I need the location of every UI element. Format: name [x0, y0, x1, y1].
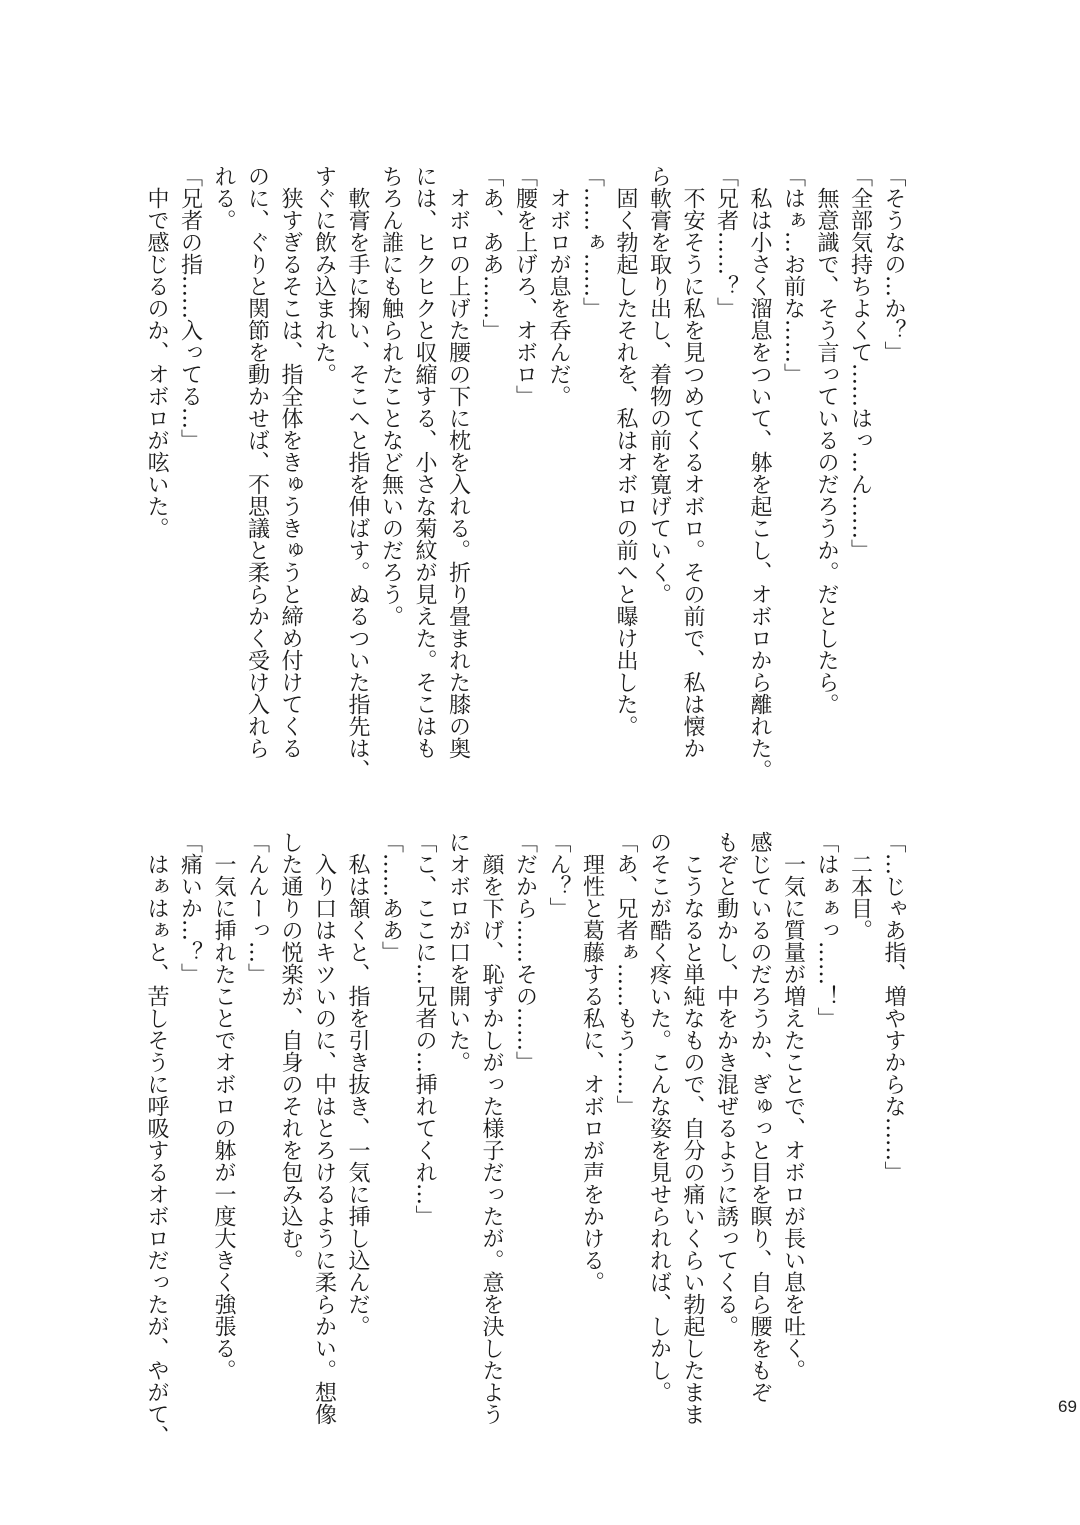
text-line: 「兄者……？」 — [713, 165, 739, 319]
text-line: 一気に挿れたことでオボロの躰が一度大きく強張る。 — [211, 831, 236, 1381]
text-line: オボロの上げた腰の下に枕を入れる。折り畳まれた膝の奥 — [445, 165, 471, 759]
text-line: ら軟膏を取り出し、着物の前を寛げていく。 — [646, 165, 672, 605]
text-line: 「はぁ…お前な……」 — [780, 165, 806, 385]
text-line: はぁはぁと、苦しそうに呼吸するオボロだったが、やがて、 — [144, 831, 169, 1447]
text-line: すぐに飲み込まれた。 — [311, 165, 337, 385]
text-line: 「はぁぁっ……！」 — [814, 831, 839, 1029]
text-line: 無意識で、そう言っているのだろうか。だとしたら。 — [814, 165, 839, 715]
text-line: 「だから……その……」 — [512, 831, 538, 1073]
text-line: 「あ、兄者ぁ……もう……」 — [613, 831, 638, 1117]
text-line: にオボロが口を開いた。 — [445, 831, 471, 1073]
text-line: 「全部気持ちよくて……はっ…ん……」 — [847, 165, 873, 561]
text-line: 「腰を上げろ、オボロ」 — [512, 165, 538, 407]
text-line: 理性と葛藤する私に、オボロが声をかける。 — [579, 831, 605, 1293]
text-line: には、ヒクヒクと収縮する、小さな菊紋が見えた。そこはも — [412, 165, 437, 759]
page-number: 69 — [1058, 1397, 1077, 1416]
text-line: 狭すぎるそこは、指全体をきゅうきゅうと締め付けてくる — [278, 165, 303, 759]
text-line: 「こ、ここに…兄者の…挿れてくれ…」 — [412, 831, 437, 1227]
text-line: のに、ぐりと関節を動かせば、不思議と柔らかく受け入れら — [244, 165, 270, 759]
text-line: のそこが酷く疼いた。こんな姿を見せられれば、しかし。 — [646, 831, 672, 1403]
text-line: 「痛いか…？」 — [177, 831, 203, 985]
text-line: 中で感じるのか、オボロが呟いた。 — [144, 165, 169, 539]
text-block-top — [140, 165, 911, 781]
text-line: もぞと動かし、中をかき混ぜるように誘ってくる。 — [713, 831, 739, 1337]
text-line: 一気に質量が増えたことで、オボロが長い息を吐く。 — [780, 831, 806, 1381]
text-line: オボロが息を呑んだ。 — [546, 165, 571, 407]
text-block-bottom — [140, 831, 911, 1447]
text-line: 二本目。 — [847, 831, 873, 941]
text-line: 私は小さく溜息をついて、躰を起こし、オボロから離れた。 — [747, 165, 772, 781]
text-line: した通りの悦楽が、自身のそれを包み込む。 — [278, 831, 303, 1271]
text-line: 「……ああ」 — [378, 831, 404, 963]
text-line: 固く勃起したそれを、私はオボロの前へと曝け出した。 — [613, 165, 638, 737]
text-line: ちろん誰にも触られたことなど無いのだろう。 — [378, 165, 404, 627]
text-line: 「ん？」 — [546, 831, 571, 919]
text-line: 顔を下げ、恥ずかしがった様子だったが。意を決したよう — [479, 831, 504, 1425]
text-line: こうなると単純なもので、自分の痛いくらい勃起したまま — [680, 831, 705, 1425]
text-line: れる。 — [211, 165, 236, 231]
text-line: 入り口はキツいのに、中はとろけるように柔らかい。想像 — [311, 831, 337, 1425]
text-line: 軟膏を手に掬い、そこへと指を伸ばす。ぬるついた指先は、 — [345, 165, 370, 781]
text-line: 「…じゃあ指、増やすからな……」 — [881, 831, 906, 1183]
text-line: 「……ぁ……」 — [579, 165, 605, 319]
text-line: 不安そうに私を見つめてくるオボロ。その前で、私は懐か — [680, 165, 705, 759]
text-line: 「兄者の指……入ってる…」 — [177, 165, 203, 451]
text-line: 「そうなの…か？」 — [881, 165, 906, 363]
text-line: 「あ、ああ……」 — [479, 165, 504, 341]
text-line: 「んんーっ…」 — [244, 831, 270, 985]
text-line: 私は頷くと、指を引き抜き、一気に挿し込んだ。 — [345, 831, 370, 1337]
text-line: 感じているのだろうか、ぎゅっと目を瞑り、自ら腰をもぞ — [747, 831, 772, 1403]
